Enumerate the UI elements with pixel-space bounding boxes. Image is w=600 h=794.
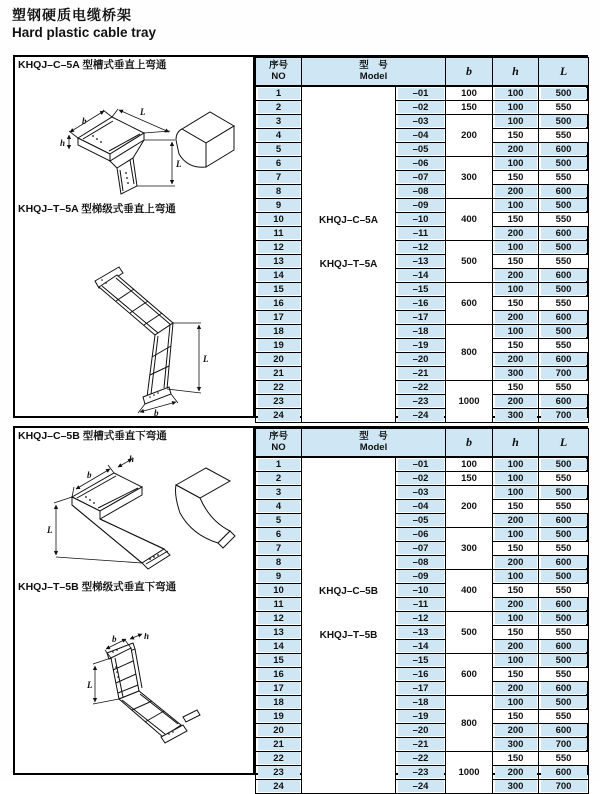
cell-l: 550 [539,667,589,681]
cell-b: 150 [446,100,493,114]
header-no-en: NO [271,71,286,83]
header-model-en: Model [359,442,388,454]
header-model-en: Model [359,71,388,83]
cell-model-suffix: –03 [396,114,446,128]
cell-no: 23 [256,394,302,408]
cell-model-suffix: –15 [396,282,446,296]
cell-l: 500 [539,86,589,101]
cell-h: 150 [493,583,539,597]
cell-h: 150 [493,751,539,765]
dim-label-L-top: L [140,107,146,117]
cell-model-suffix: –05 [396,513,446,527]
cell-b: 100 [446,86,493,101]
cell-h: 200 [493,184,539,198]
cell-b: 1000 [446,751,493,793]
cell-h: 150 [493,254,539,268]
cell-h: 200 [493,394,539,408]
header-no-en: NO [271,442,286,454]
cell-h: 150 [493,709,539,723]
diagram-trough-up-bend [20,81,245,201]
header-b: b [446,429,493,457]
cell-h: 100 [493,240,539,254]
cell-no: 20 [256,723,302,737]
cell-l: 500 [539,569,589,583]
cell-no: 11 [256,226,302,240]
cell-l: 700 [539,408,589,422]
section-5b [13,426,588,792]
header-h: h [493,58,539,86]
cell-model-suffix: –08 [396,184,446,198]
cell-b: 200 [446,485,493,527]
cell-l: 550 [539,380,589,394]
cell-no: 21 [256,366,302,380]
cell-b: 500 [446,240,493,282]
cell-model-suffix: –05 [396,142,446,156]
cell-model-suffix: –21 [396,737,446,751]
caption-trough-down: KHQJ–C–5B 型槽式垂直下弯通 [18,430,167,442]
table-header-row [256,58,589,86]
cell-h: 150 [493,212,539,226]
dim-label-L-right: L [176,159,182,169]
cell-model-suffix: –03 [396,485,446,499]
cell-b: 800 [446,324,493,380]
cell-no: 14 [256,268,302,282]
cell-l: 500 [539,527,589,541]
cell-l: 700 [539,779,589,793]
drawing-panel-5a [15,57,255,416]
cell-h: 200 [493,226,539,240]
cell-l: 500 [539,457,589,472]
cell-no: 17 [256,310,302,324]
cell-no: 24 [256,779,302,793]
cell-h: 200 [493,310,539,324]
cell-no: 13 [256,625,302,639]
cell-no: 22 [256,751,302,765]
model-label: KHQJ–C–5B [319,586,378,598]
cell-no: 6 [256,156,302,170]
header-no [256,58,302,86]
cell-h: 300 [493,779,539,793]
dim-label-h: h [60,138,66,148]
cell-no: 18 [256,324,302,338]
cell-no: 4 [256,128,302,142]
cell-no: 2 [256,100,302,114]
cell-no: 14 [256,639,302,653]
cell-l: 500 [539,198,589,212]
cell-l: 500 [539,695,589,709]
cell-model-suffix: –14 [396,639,446,653]
cell-model-suffix: –06 [396,527,446,541]
cell-model-suffix: –22 [396,751,446,765]
cell-h: 100 [493,156,539,170]
diagram-ladder-down-bend [49,633,229,768]
cell-b: 150 [446,471,493,485]
cell-l: 600 [539,555,589,569]
dim-label-h: h [129,454,135,464]
cell-no: 18 [256,695,302,709]
cell-model-suffix: –23 [396,394,446,408]
cell-b: 600 [446,653,493,695]
cell-h: 150 [493,380,539,394]
cell-l: 550 [539,128,589,142]
model-label: KHQJ–T–5B [319,630,378,642]
cell-h: 100 [493,695,539,709]
cell-model-suffix: –19 [396,709,446,723]
page-title-en: Hard plastic cable tray [12,25,157,40]
cell-no: 20 [256,352,302,366]
cell-model-suffix: –23 [396,765,446,779]
cell-l: 500 [539,611,589,625]
cell-l: 550 [539,709,589,723]
cell-h: 100 [493,100,539,114]
cell-h: 150 [493,128,539,142]
cell-h: 150 [493,667,539,681]
cell-h: 200 [493,681,539,695]
cell-b: 200 [446,114,493,156]
cell-model-suffix: –16 [396,667,446,681]
cell-b: 100 [446,457,493,472]
header-model [302,58,446,86]
cell-l: 550 [539,100,589,114]
cell-h: 200 [493,723,539,737]
cell-model-suffix: –24 [396,408,446,422]
cell-no: 16 [256,667,302,681]
cell-b: 400 [446,569,493,611]
header-no-cn: 序号 [268,59,288,71]
cell-no: 21 [256,737,302,751]
cell-h: 300 [493,737,539,751]
spec-table-5a [255,57,589,423]
cell-no: 2 [256,471,302,485]
cell-no: 24 [256,408,302,422]
cell-no: 8 [256,555,302,569]
cell-h: 200 [493,142,539,156]
cell-model-suffix: –10 [396,583,446,597]
cell-b: 600 [446,282,493,324]
header-model-cn: 型 号 [359,430,388,442]
diagram-ladder-up-bend [43,263,223,418]
dim-label-L: L [203,354,209,364]
cell-h: 200 [493,765,539,779]
cell-l: 550 [539,296,589,310]
cell-no: 5 [256,142,302,156]
cell-model-suffix: –11 [396,226,446,240]
cell-model-suffix: –13 [396,254,446,268]
cell-model-suffix: –07 [396,170,446,184]
dim-label-L: L [47,525,53,535]
cell-model-suffix: –21 [396,366,446,380]
cell-l: 600 [539,597,589,611]
cell-no: 10 [256,583,302,597]
cell-model-suffix: –10 [396,212,446,226]
cell-model-suffix: –06 [396,156,446,170]
cell-l: 600 [539,723,589,737]
cell-h: 100 [493,485,539,499]
cell-no: 7 [256,541,302,555]
cell-h: 100 [493,114,539,128]
cell-h: 150 [493,170,539,184]
cell-model-suffix: –17 [396,681,446,695]
cell-h: 100 [493,653,539,667]
cell-h: 100 [493,86,539,101]
cell-no: 22 [256,380,302,394]
cell-no: 16 [256,296,302,310]
cell-no: 23 [256,765,302,779]
cell-h: 100 [493,569,539,583]
cell-no: 6 [256,527,302,541]
cell-model-suffix: –20 [396,352,446,366]
cell-l: 500 [539,485,589,499]
cell-no: 12 [256,611,302,625]
header-no-cn: 序号 [268,430,288,442]
cell-l: 550 [539,471,589,485]
cell-model-suffix: –12 [396,240,446,254]
cell-l: 600 [539,681,589,695]
cell-no: 19 [256,709,302,723]
cell-no: 3 [256,485,302,499]
cell-h: 100 [493,198,539,212]
cell-model-suffix: –11 [396,597,446,611]
model-cell [302,457,396,794]
cell-model-suffix: –15 [396,653,446,667]
cell-no: 10 [256,212,302,226]
caption-trough-up: KHQJ–C–5A 型槽式垂直上弯通 [18,59,167,71]
cell-model-suffix: –02 [396,471,446,485]
cell-model-suffix: –09 [396,198,446,212]
dim-label-b: b [154,408,159,418]
cell-model-suffix: –01 [396,457,446,472]
cell-h: 100 [493,527,539,541]
model-label: KHQJ–T–5A [319,259,378,271]
header-b: b [446,58,493,86]
header-model-cn: 型 号 [359,59,388,71]
cell-model-suffix: –17 [396,310,446,324]
cell-no: 12 [256,240,302,254]
cell-l: 500 [539,324,589,338]
cell-model-suffix: –16 [396,296,446,310]
cell-l: 600 [539,184,589,198]
cell-model-suffix: –02 [396,100,446,114]
cell-l: 500 [539,240,589,254]
cell-h: 200 [493,597,539,611]
cell-l: 600 [539,352,589,366]
cell-h: 200 [493,513,539,527]
header-L: L [539,429,589,457]
cell-model-suffix: –18 [396,695,446,709]
cell-l: 600 [539,639,589,653]
cell-model-suffix: –22 [396,380,446,394]
cell-model-suffix: –09 [396,569,446,583]
dim-label-b: b [112,634,117,644]
cell-l: 550 [539,212,589,226]
cell-model-suffix: –04 [396,499,446,513]
cell-h: 300 [493,408,539,422]
cell-h: 100 [493,471,539,485]
cell-model-suffix: –20 [396,723,446,737]
cell-no: 5 [256,513,302,527]
cell-model-suffix: –08 [396,555,446,569]
cell-model-suffix: –01 [396,86,446,101]
cell-no: 1 [256,86,302,101]
cell-l: 600 [539,513,589,527]
model-cell [302,86,396,423]
cell-l: 600 [539,394,589,408]
cell-h: 200 [493,352,539,366]
drawing-panel-5b [15,428,255,773]
cell-h: 100 [493,611,539,625]
cell-l: 700 [539,366,589,380]
cell-model-suffix: –07 [396,541,446,555]
cell-no: 4 [256,499,302,513]
cell-b: 300 [446,527,493,569]
cell-no: 9 [256,569,302,583]
model-label: KHQJ–C–5A [319,215,378,227]
cell-b: 500 [446,611,493,653]
table-header-row [256,429,589,457]
cell-l: 550 [539,170,589,184]
spec-table-5b [255,428,589,794]
cell-h: 150 [493,499,539,513]
cell-l: 550 [539,751,589,765]
cell-h: 100 [493,282,539,296]
cell-b: 1000 [446,380,493,422]
cell-no: 19 [256,338,302,352]
cell-l: 600 [539,268,589,282]
cell-h: 150 [493,625,539,639]
header-h: h [493,429,539,457]
dim-label-h: h [144,633,150,641]
cell-l: 550 [539,583,589,597]
cell-no: 1 [256,457,302,472]
spec-row [256,457,589,472]
cell-h: 200 [493,555,539,569]
cell-b: 300 [446,156,493,198]
cell-b: 800 [446,695,493,751]
header-L: L [539,58,589,86]
diagram-trough-down-bend [20,451,245,576]
cell-h: 300 [493,366,539,380]
cell-l: 600 [539,765,589,779]
cell-h: 150 [493,296,539,310]
cell-model-suffix: –12 [396,611,446,625]
cell-l: 550 [539,499,589,513]
cell-h: 150 [493,541,539,555]
cell-l: 600 [539,226,589,240]
cell-no: 15 [256,282,302,296]
cell-model-suffix: –14 [396,268,446,282]
cell-l: 600 [539,142,589,156]
cell-no: 3 [256,114,302,128]
cell-l: 500 [539,114,589,128]
spec-row [256,86,589,101]
cell-l: 600 [539,310,589,324]
cell-h: 100 [493,457,539,472]
cell-model-suffix: –19 [396,338,446,352]
dim-label-L: L [87,680,93,690]
cell-model-suffix: –18 [396,324,446,338]
cell-no: 9 [256,198,302,212]
cell-h: 100 [493,324,539,338]
cell-l: 550 [539,338,589,352]
cell-h: 150 [493,338,539,352]
cell-b: 400 [446,198,493,240]
caption-ladder-down: KHQJ–T–5B 型梯级式垂直下弯通 [18,581,177,593]
caption-ladder-up: KHQJ–T–5A 型梯级式垂直上弯通 [18,203,176,215]
cell-l: 500 [539,282,589,296]
cell-h: 200 [493,268,539,282]
cell-no: 15 [256,653,302,667]
cell-l: 500 [539,156,589,170]
cell-model-suffix: –13 [396,625,446,639]
page-header [12,5,156,40]
cell-no: 17 [256,681,302,695]
cell-l: 700 [539,737,589,751]
cell-no: 8 [256,184,302,198]
header-no [256,429,302,457]
cell-model-suffix: –24 [396,779,446,793]
header-model [302,429,446,457]
dim-label-b: b [87,470,92,480]
cell-model-suffix: –04 [396,128,446,142]
page-title-cn: 塑钢硬质电缆桥架 [12,7,132,23]
section-5a [13,55,588,421]
cell-l: 550 [539,625,589,639]
cell-h: 200 [493,639,539,653]
cell-l: 550 [539,254,589,268]
cell-no: 13 [256,254,302,268]
cell-l: 500 [539,653,589,667]
dim-label-b: b [82,116,87,126]
cell-l: 550 [539,541,589,555]
cell-no: 11 [256,597,302,611]
cell-no: 7 [256,170,302,184]
